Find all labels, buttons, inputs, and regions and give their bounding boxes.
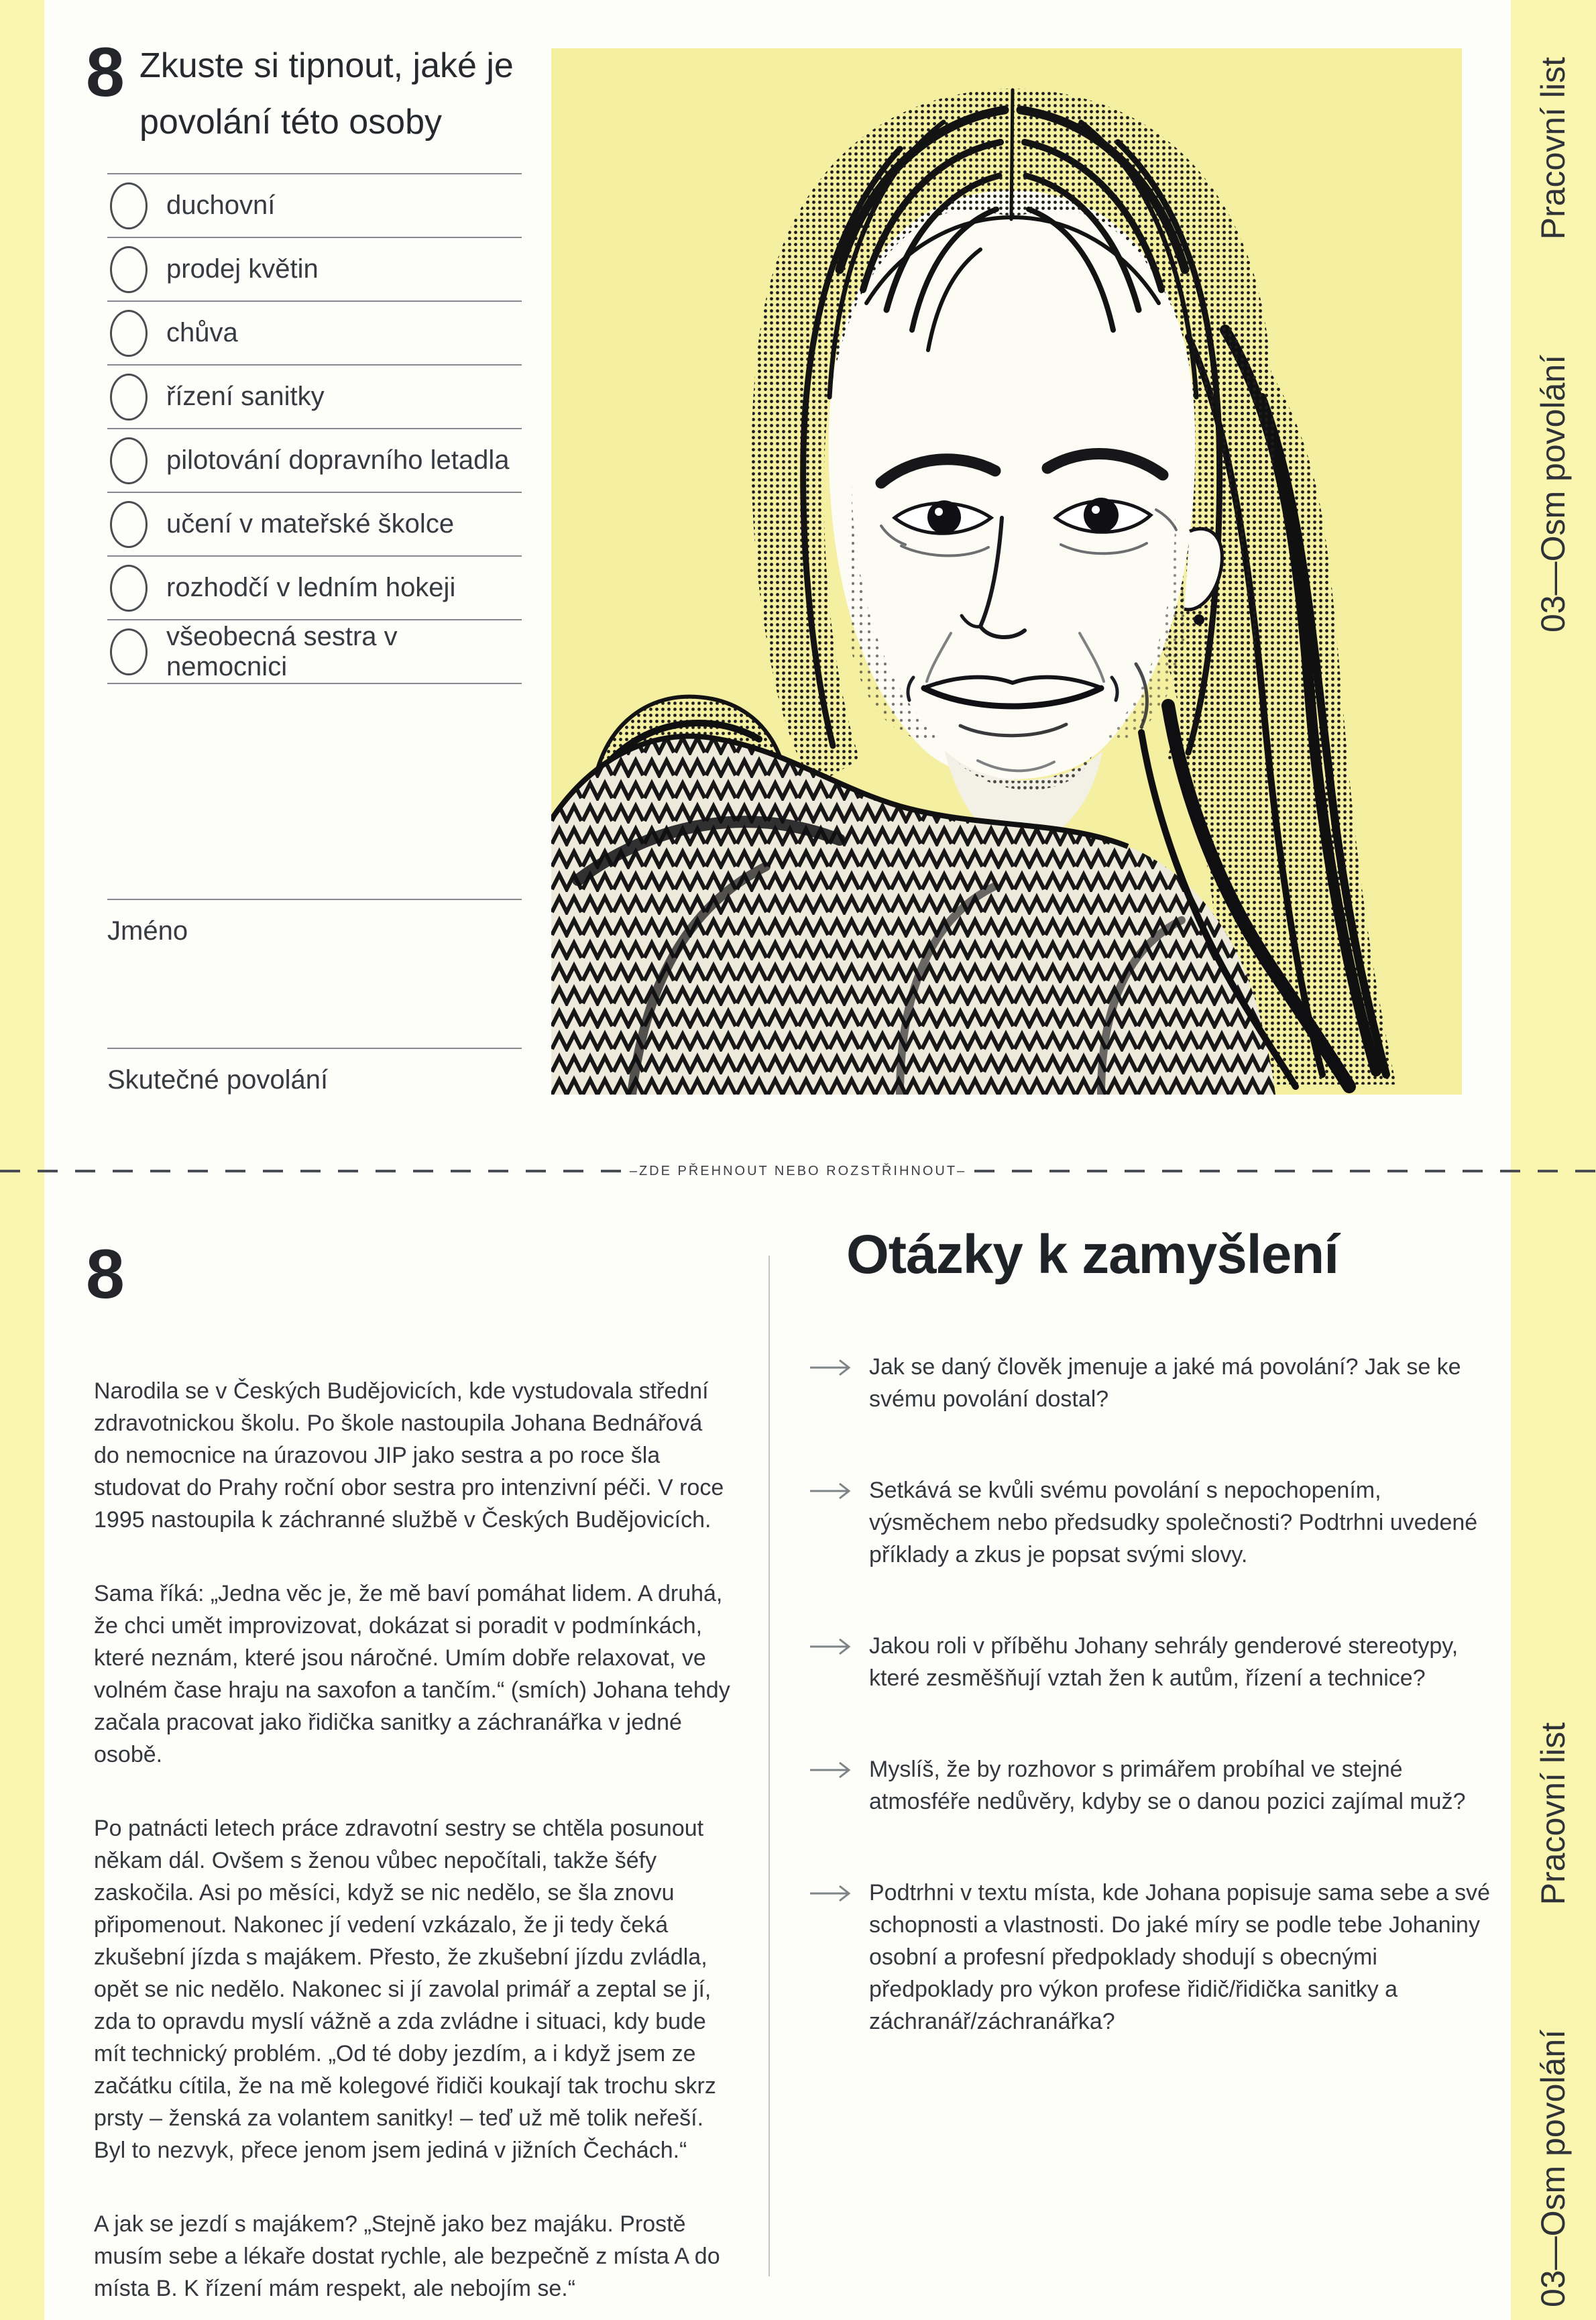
option-row (107, 300, 522, 364)
dashed-rule-left (0, 1170, 622, 1172)
section-number: 8 (86, 34, 125, 111)
biography-text (94, 1375, 731, 2320)
question-item (810, 1753, 1494, 1818)
biography-paragraph: Po patnácti letech práce zdravotní sestry se chtěla posunout někam dál. Ovšem s ženou vůbec nepočítali, takže šéfy zaskočila. Asi po měsíci, když se nic nedělo, se šla znovu připomenout. Nakonec jí vedení vzkázalo, že ji tedy čeká zkušební jízda s majákem. Přesto, že zkušební jízdu zvládla, opět se nic nedělo. Nakonec si jí zavolal primář a zeptal se jí, zda to opravdu myslí vážně a zda zvládne i situaci, kdy bude mít technický problém. „Od té doby jezdím, a i když jsem ze začátku cítila, že na mě kolegové řidiči koukají tak trochu skrz prsty – ženská za volantem sanitky! – teď už mě tolik neřeší. Byl to nezvyk, přece jenom jsem jediná v jižních Čechách.“ (94, 1816, 716, 2163)
profession-options-list (107, 173, 522, 684)
option-radio[interactable] (110, 182, 148, 229)
arrow-right-icon (810, 1630, 852, 1694)
guess-heading: Zkuste si tipnout, jaké je povolání této osoby (139, 46, 514, 142)
real-job-field[interactable] (107, 1048, 522, 1095)
option-radio[interactable] (110, 310, 148, 357)
name-field-label: Jméno (107, 916, 188, 946)
question-item (810, 1630, 1494, 1694)
biography-paragraph: Sama říká: „Jedna věc je, že mě baví pomáhat lidem. A druhá, že chci umět improvizovat, dokázat si poradit v podmínkách, které neznám, které jsou náročné. Umím dobře relaxovat, ve volném čase hraju na saxofon a tančím.“ (smích) Johana tehdy začala pracovat jako řidička sanitky a záchranářka v jedné osobě. (94, 1581, 730, 1767)
question-item (810, 1877, 1494, 2038)
arrow-right-icon (810, 1877, 852, 2038)
option-radio[interactable] (110, 437, 148, 484)
option-label: pilotování dopravního letadla (166, 445, 510, 475)
option-radio[interactable] (110, 246, 148, 293)
option-label: chůva (166, 318, 238, 347)
question-item (810, 1474, 1494, 1571)
option-row (107, 555, 522, 619)
questions-column (810, 1223, 1494, 2097)
biography-paragraph: Narodila se v Českých Budějovicích, kde vystudovala střední zdravotnickou školu. Po škole nastoupila Johana Bednářová do nemocnice na úrazovou JIP jako sestra a po roce šla studovat do Prahy roční obor sestra pro intenzivní péči. V roce 1995 nastoupila k záchranné službě v Českých Budějovicích. (94, 1378, 724, 1533)
option-label: duchovní (166, 190, 276, 220)
dashed-rule-right (974, 1170, 1596, 1172)
option-radio[interactable] (110, 501, 148, 548)
option-label: prodej květin (166, 254, 319, 284)
option-row (107, 619, 522, 683)
question-text: Setkává se kvůli svému povolání s nepochopením, výsměchem nebo předsudky společnosti? Podtrhni uvedené příklady a zkus je popsat svými slovy. (869, 1478, 1478, 1567)
question-text: Podtrhni v textu místa, kde Johana popisuje sama sebe a své schopnosti a vlastnosti. Do jaké míry se podle tebe Johaniny osobní a profesní předpoklady shodují s obecnými předpoklady pro výkon profese řidič/řidička sanitky a záchranář/záchranářka? (869, 1880, 1491, 2034)
question-text: Myslíš, že by rozhovor s primářem probíhal ve stejné atmosféře nedůvěry, kdyby se o danou pozici zajímal muž? (869, 1757, 1466, 1814)
option-row (107, 173, 522, 237)
woman-portrait-halftone-illustration (551, 48, 1462, 1095)
name-field[interactable] (107, 899, 522, 946)
biography-paragraph: A jak se jezdí s majákem? „Stejně jako bez majáku. Prostě musím sebe a lékaře dostat rychle, ale bezpečně z místa A do místa B. K řízení mám respekt, ale nebojím se.“ (94, 2211, 720, 2301)
option-label: všeobecná sestra v nemocnici (166, 621, 398, 681)
option-label: řízení sanitky (166, 382, 325, 411)
worksheet-label: Pracovní list (1534, 57, 1572, 240)
sidebar-labels-bottom (1521, 1722, 1585, 2307)
option-row (107, 237, 522, 300)
option-row (107, 364, 522, 428)
option-label: rozhodčí v ledním hokeji (166, 573, 456, 602)
chapter-label: 03—Osm povolání (1534, 2029, 1572, 2307)
chapter-label: 03—Osm povolání (1534, 354, 1572, 632)
arrow-right-icon (810, 1753, 852, 1818)
option-radio[interactable] (110, 374, 148, 421)
real-job-field-label: Skutečné povolání (107, 1065, 329, 1095)
question-item (810, 1351, 1494, 1415)
question-text: Jakou roli v příběhu Johany sehrály genderové stereotypy, které zesměšňují vztah žen k autům, řízení a technice? (869, 1633, 1459, 1691)
section-number: 8 (86, 1235, 125, 1313)
column-divider (768, 1256, 770, 2276)
option-radio[interactable] (110, 565, 148, 612)
sidebar-labels-top (1521, 57, 1585, 632)
arrow-right-icon (810, 1351, 852, 1415)
option-radio[interactable] (110, 628, 148, 675)
worksheet-label: Pracovní list (1534, 1722, 1572, 1905)
option-row (107, 428, 522, 492)
option-label: učení v mateřské školce (166, 509, 455, 539)
cut-fold-line (0, 1158, 1596, 1184)
questions-heading: Otázky k zamyšlení (846, 1224, 1339, 1285)
question-text: Jak se daný člověk jmenuje a jaké má povolání? Jak se ke svému povolání dostal? (869, 1354, 1461, 1412)
option-row (107, 492, 522, 555)
cut-fold-label: –ZDE PŘEHNOUT NEBO ROZSTŘIHNOUT– (629, 1163, 967, 1178)
arrow-right-icon (810, 1474, 852, 1571)
